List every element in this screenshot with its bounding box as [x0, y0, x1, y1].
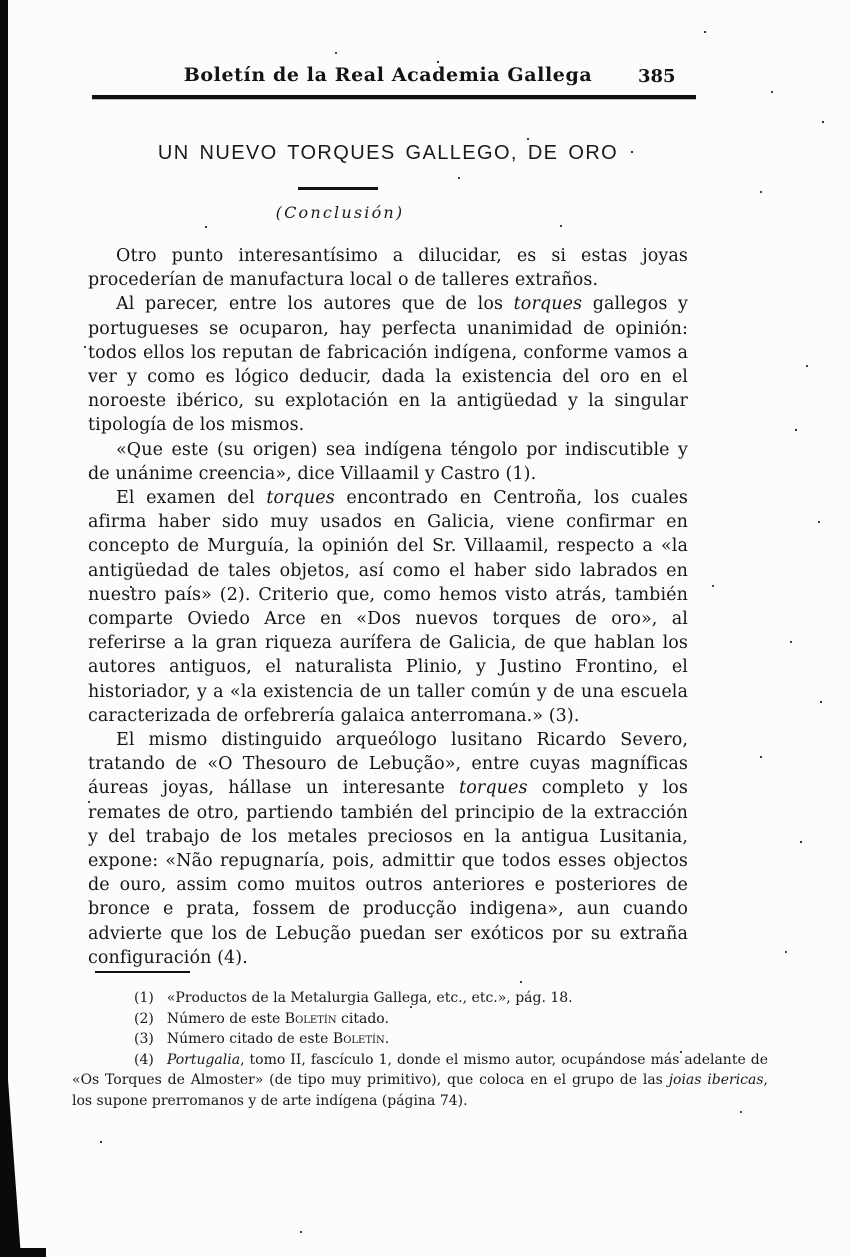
body-paragraph: «Que este (su origen) sea indígena téngolo por indiscutible y de unánime creencia», dice Villaamil y Castro (1).	[88, 439, 688, 484]
scan-gutter-artifact	[0, 0, 60, 1257]
footnotes-section	[72, 988, 768, 1112]
body-paragraph: Otro punto interesantísimo a dilucidar, es si estas joyas procederían de manufactura local o de talleres extraños.	[88, 246, 688, 291]
footnote-number: (4)	[134, 1051, 154, 1068]
article-subtitle: (Conclusión)	[275, 203, 405, 222]
footnote-text: Número de este Boletín citado.	[166, 1010, 389, 1027]
journal-title: Boletín de la Real Academia Gallega	[183, 64, 593, 86]
footnote	[72, 988, 768, 1009]
header-rule	[92, 95, 696, 99]
body-paragraph: Al parecer, entre los autores que de los torques gallegos y portugueses se ocuparon, hay perfecta unanimidad de opinión: todos ellos los reputan de fabricación indígena, conforme vamos a ver y como es lógico deducir, dada la existencia del oro en el noroeste ibérico, su explotación en la antigüedad y la singular tipología de los mismos.	[88, 294, 688, 436]
footnote-number: (3)	[134, 1031, 154, 1048]
footnote-text: Número citado de este Boletín.	[166, 1031, 390, 1048]
body-paragraph: El examen del torques encontrado en Centroña, los cuales afirma haber sido muy usados en Galicia, viene confirmar en concepto de Murguía, la opinión del Sr. Villaamil, respecto a «la antigüedad de tales objetos, así como el haber sido labrados en nuestro país» (2). Criterio que, como hemos visto atrás, también comparte Oviedo Arce en «Dos nuevos torques de oro», al referirse a la gran riqueza aurífera de Galicia, de que hablan los autores antiguos, el naturalista Plinio, y Justino Frontino, el historiador, y a «la existencia de un taller común y de una escuela caracterizada de orfebrería galaica anterromana.» (3).	[88, 488, 688, 726]
footnote-number: (2)	[134, 1010, 154, 1027]
footnote-number: (1)	[134, 990, 154, 1006]
title-divider-rule	[298, 187, 378, 190]
body-paragraph: El mismo distinguido arqueólogo lusitano Ricardo Severo, tratando de «O Thesouro de Lebução», entre cuyas magníficas áureas joyas, hállase un interesante torques completo y los remates de otro, partiendo también del principio de la extracción y del trabajo de los metales preciosos en la antigua Lusitania, expone: «Não repugnaría, pois, admittir que todos esses objectos de ouro, assim como muitos outros anteriores e posteriores de bronce e prata, fossem de producção indigena», aun cuando advierte que los de Lebução puedan ser exóticos por su extraña configuración (4).	[88, 730, 688, 968]
article-title: UN NUEVO TORQUES GALLEGO, DE ORO	[157, 142, 619, 164]
footnote	[72, 1009, 768, 1030]
footnote	[72, 1050, 768, 1112]
footnote-text: Portugalia, tomo II, fascículo 1, donde el mismo autor, ocupándose más adelante de «Os Torques de Almoster» (de tipo muy primitivo), que coloca en el grupo de las joias ibericas, los supone prerromanos y de arte indígena (página 74).	[72, 1051, 768, 1109]
article-body	[88, 244, 688, 970]
scan-noise	[0, 0, 2, 2]
page-number: 385	[638, 66, 676, 87]
footnote-text: «Productos de la Metalurgia Gallega, etc., etc.», pág. 18.	[166, 990, 573, 1006]
footnote	[72, 1029, 768, 1050]
footnote-separator-rule	[95, 971, 190, 973]
